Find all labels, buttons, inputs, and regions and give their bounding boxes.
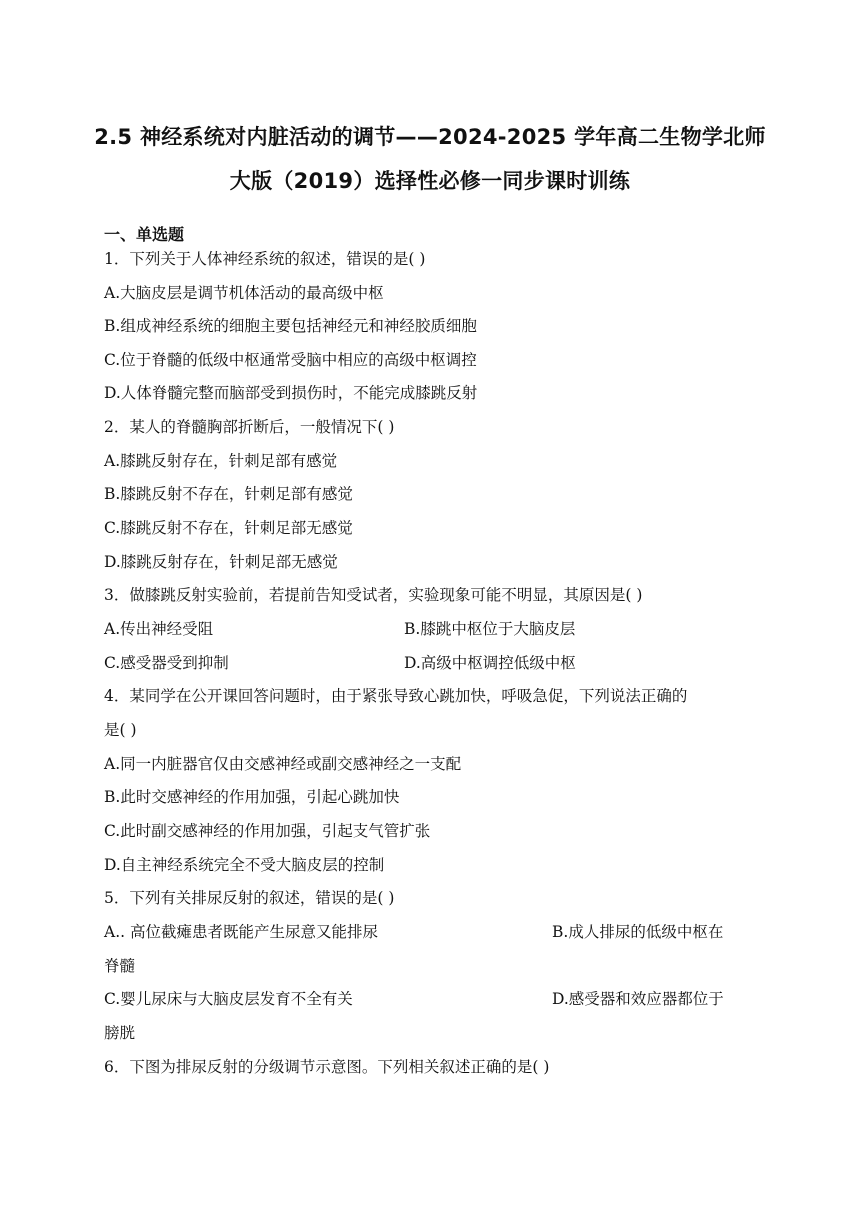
question-5-option-d-continued: 膀胱 <box>104 1024 136 1042</box>
question-5-option-b: B.成人排尿的低级中枢在 <box>552 923 724 941</box>
question-3-option-d: D.高级中枢调控低级中枢 <box>404 654 576 672</box>
question-4-stem-line-2: 是( ) <box>104 721 137 739</box>
question-1-option-a: A.大脑皮层是调节机体活动的最高级中枢 <box>104 284 384 302</box>
question-4-option-c: C.此时副交感神经的作用加强，引起支气管扩张 <box>104 822 431 840</box>
question-2-option-b: B.膝跳反射不存在，针刺足部有感觉 <box>104 485 353 503</box>
question-2-option-d: D.膝跳反射存在，针刺足部无感觉 <box>104 553 338 571</box>
question-1-option-b: B.组成神经系统的细胞主要包括神经元和神经胶质细胞 <box>104 317 477 335</box>
question-1-option-d: D.人体脊髓完整而脑部受到损伤时，不能完成膝跳反射 <box>104 384 478 402</box>
question-4-stem-line-1: 4．某同学在公开课回答问题时，由于紧张导致心跳加快，呼吸急促，下列说法正确的 <box>104 687 688 705</box>
question-4-option-b: B.此时交感神经的作用加强，引起心跳加快 <box>104 788 400 806</box>
question-3-option-b: B.膝跳中枢位于大脑皮层 <box>404 620 576 638</box>
question-5-option-b-continued: 脊髓 <box>104 957 136 975</box>
question-2-stem: 2．某人的脊髓胸部折断后，一般情况下( ) <box>104 418 395 436</box>
question-6-stem: 6．下图为排尿反射的分级调节示意图。下列相关叙述正确的是( ) <box>104 1058 550 1076</box>
question-3-option-a: A.传出神经受阻 <box>104 620 214 638</box>
question-4-option-a: A.同一内脏器官仅由交感神经或副交感神经之一支配 <box>104 755 462 773</box>
question-5-option-a: A.. 高位截瘫患者既能产生尿意又能排尿 <box>104 923 378 941</box>
question-5-stem: 5．下列有关排尿反射的叙述，错误的是( ) <box>104 889 395 907</box>
document-title-line-2: 大版（2019）选择性必修一同步课时训练 <box>229 169 631 193</box>
question-4-option-d: D.自主神经系统完全不受大脑皮层的控制 <box>104 856 385 874</box>
document-title-line-1: 2.5 神经系统对内脏活动的调节——2024-2025 学年高二生物学北师 <box>94 125 766 149</box>
question-2-option-c: C.膝跳反射不存在，针刺足部无感觉 <box>104 519 353 537</box>
question-1-stem: 1．下列关于人体神经系统的叙述，错误的是( ) <box>104 250 426 268</box>
question-5-option-d: D.感受器和效应器都位于 <box>552 990 724 1008</box>
question-1-option-c: C.位于脊髓的低级中枢通常受脑中相应的高级中枢调控 <box>104 351 477 369</box>
question-2-option-a: A.膝跳反射存在，针刺足部有感觉 <box>104 452 338 470</box>
question-3-option-c: C.感受器受到抑制 <box>104 654 229 672</box>
question-3-stem: 3．做膝跳反射实验前，若提前告知受试者，实验现象可能不明显，其原因是( ) <box>104 586 643 604</box>
section-heading: 一、单选题 <box>104 225 185 244</box>
question-5-option-c: C.婴儿尿床与大脑皮层发育不全有关 <box>104 990 353 1008</box>
